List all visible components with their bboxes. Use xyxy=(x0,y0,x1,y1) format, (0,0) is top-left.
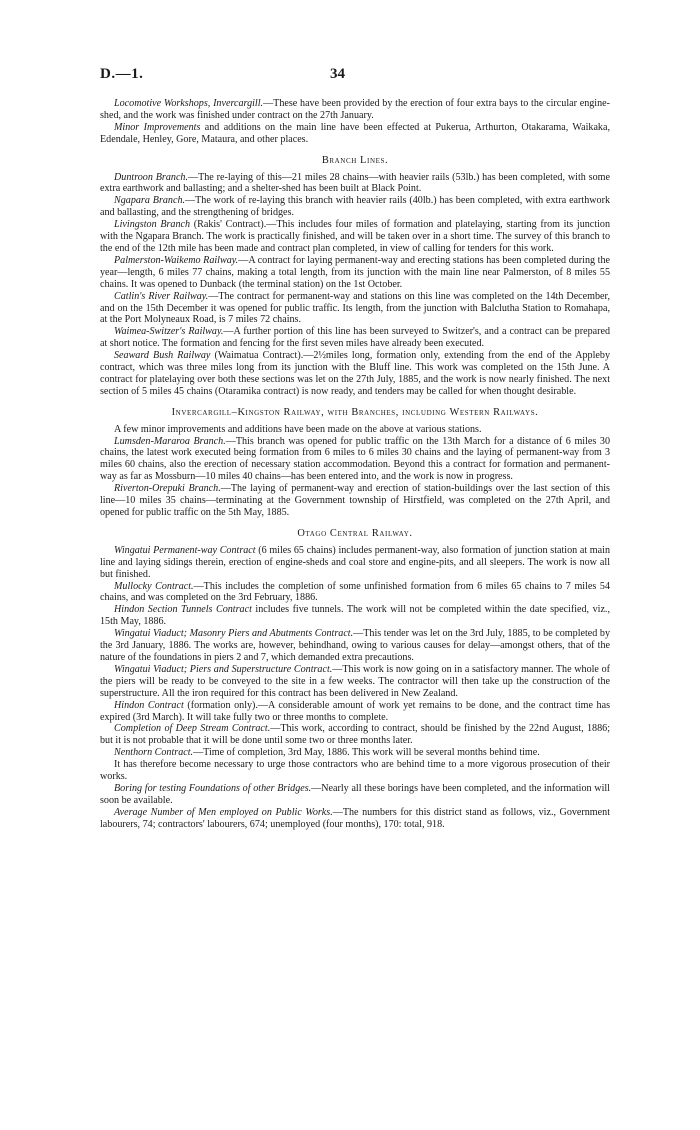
page-header xyxy=(100,66,610,88)
section-heading: Branch Lines. xyxy=(321,154,389,166)
paragraph-title: Minor Improvements xyxy=(114,121,201,133)
section-heading: Otago Central Railway. xyxy=(297,527,413,539)
paragraph xyxy=(100,255,610,291)
paragraph xyxy=(100,628,610,664)
paragraph xyxy=(100,424,610,436)
page-number: 34 xyxy=(330,66,345,82)
paragraph-text: —This branch was opened for public traffic on the 13th March for a distance of 6 miles 30 chains, the latest work executed being formation from 6 miles to 6 miles 30 chains and the laying of permanent-way from 3 miles 60 chains, also the erection of necessary station accommodation. Beyond this a contract for formation and permanent-way as far as Mossburn—10 miles 40 chains—has been entered into, and the work is now in progress. xyxy=(100,435,610,483)
intro-section xyxy=(100,98,610,146)
paragraph-text: —The work of re-laying this branch with heavier rails (40lb.) has been completed, with extra earthwork and ballasting, and the strengthening of bridges. xyxy=(100,195,610,219)
paragraph-title: Locomotive Workshops, Invercargill. xyxy=(114,98,264,109)
paragraph-text: includes five tunnels. The work will not be completed within the date specified, viz., 15th May, 1886. xyxy=(100,604,610,628)
paragraph-title: Hindon Contract xyxy=(114,699,184,711)
paragraph-text: —This work, according to contract, should be finished by the 22nd August, 1886; but it is not probable that it will be done until some two or three months later. xyxy=(100,723,610,747)
paragraph xyxy=(100,807,610,831)
paragraph xyxy=(100,700,610,724)
paragraph xyxy=(100,326,610,350)
paragraph xyxy=(100,291,610,327)
paragraph-title: Seaward Bush Railway xyxy=(114,350,211,362)
paragraph-title: Wingatui Viaduct; Masonry Piers and Abutments Contract. xyxy=(114,628,354,640)
paragraph-title: Completion of Deep Stream Contract. xyxy=(114,723,271,735)
paragraph-text: (formation only).—A considerable amount of work yet remains to be done, and the contract time has expired (3rd March). It will take fully two or three months to complete. xyxy=(100,699,610,723)
paragraph-title: Catlin's River Railway. xyxy=(114,290,209,302)
branch-lines-section xyxy=(100,155,610,398)
paragraph xyxy=(100,581,610,605)
paragraph xyxy=(100,483,610,519)
paragraph-title: Average Number of Men employed on Public Works. xyxy=(114,806,333,818)
paragraph-title: Palmerston-Waikemo Railway. xyxy=(114,254,239,266)
paragraph xyxy=(100,783,610,807)
paragraph-title: Waimea-Switzer's Railway. xyxy=(114,326,224,338)
paragraph-text: (Waimatua Contract).—2½miles long, formation only, extending from the end of the Appleby contract, which was three miles long from its junction with the Bluff line. This work was completed on the 15th June. A contract for platelaying over both these sections was let on the 27th July, 1885, and the work is now nearly finished. The next section of 5 miles 45 chains (Otaramika contract) is now ready, and tenders may be called for when thought desirable. xyxy=(100,350,610,397)
paragraph-text: A few minor improvements and additions have been made on the above at various stations. xyxy=(114,423,482,435)
document-reference: D.—1. xyxy=(100,66,144,82)
paragraph xyxy=(100,122,610,146)
paragraph-title: Boring for testing Foundations of other Bridges. xyxy=(114,782,312,794)
paragraph-text: (6 miles 65 chains) includes permanent-way, also formation of junction station at main line and laying sidings therein, erection of engine-sheds and coal store and engine-pits, and all sleepers. The work is now all but finished. xyxy=(100,544,610,580)
paragraph xyxy=(100,604,610,628)
paragraph-text: —Nearly all these borings have been completed, and the information will soon be available. xyxy=(100,782,610,806)
paragraph-title: Lumsden-Mararoa Branch. xyxy=(114,435,226,447)
paragraph xyxy=(100,172,610,196)
paragraph-title: Wingatui Viaduct; Piers and Superstructure Contract. xyxy=(114,663,333,675)
paragraph-text: and additions on the main line have been effected at Pukerua, Arthurton, Otakarama, Waikaka, Edendale, Henley, Gore, Mataura, and other places. xyxy=(100,121,610,145)
paragraph xyxy=(100,98,610,122)
paragraph xyxy=(100,545,610,581)
paragraph-title: Hindon Section Tunnels Contract xyxy=(114,604,252,616)
paragraph-text: —Time of completion, 3rd May, 1886. This work will be several months behind time. xyxy=(193,747,540,759)
paragraph xyxy=(100,723,610,747)
paragraph-title: Duntroon Branch. xyxy=(114,171,188,183)
paragraph-text: (Rakis' Contract).—This includes four miles of formation and platelaying, starting from its junction with the Ngapara Branch. The work is practically finished, and will be taken over in a short time. The survey of this branch to the end of the 12th mile has been made and contract plan completed, in view of calling for tenders for this work. xyxy=(100,219,610,254)
paragraph-text: —These have been provided by the erection of four extra bays to the circular engine-shed, and the work was finished under contract on the 27th January. xyxy=(100,98,610,121)
otago-central-section xyxy=(100,528,610,831)
paragraph xyxy=(100,664,610,700)
paragraph xyxy=(100,759,610,783)
paragraph-title: Nenthorn Contract. xyxy=(114,747,194,759)
paragraph xyxy=(100,195,610,219)
invercargill-kingston-section xyxy=(100,407,610,519)
paragraph xyxy=(100,350,610,398)
paragraph-title: Mullocky Contract. xyxy=(114,580,194,592)
document-body xyxy=(100,98,610,831)
paragraph-text: —This tender was let on the 3rd July, 1885, to be completed by the 3rd January, 1886. The works are, however, behindhand, owing to various causes for delay—amongst others, that of the nature of the foundations in piers 2 and 7, which demanded extra precautions. xyxy=(100,628,610,663)
paragraph-title: Wingatui Permanent-way Contract xyxy=(114,544,256,556)
paragraph-text: —A contract for laying permanent-way and erecting stations has been completed during the year—length, 6 miles 77 chains, making a total length, from its junction with the main line near Palmerston, of 8 miles 55 chains. It was opened to Dunback (the terminal station) on the 1st October. xyxy=(100,254,610,290)
paragraph-title: Livingston Branch xyxy=(114,219,191,231)
paragraph-text: —This includes the completion of some unfinished formation from 6 miles 65 chains to 7 miles 54 chains, and was completed on the 3rd February, 1886. xyxy=(100,580,610,604)
paragraph-text: —The re-laying of this—21 miles 28 chains—with heavier rails (53lb.) has been completed, with some extra earthwork and ballasting; and a shelter-shed has been built at Black Point. xyxy=(100,171,610,195)
paragraph-text: —The numbers for this district stand as follows, viz., Government labourers, 74; contractors' labourers, 674; unemployed (four months), 170: total, 918. xyxy=(100,806,610,830)
paragraph-text: —A further portion of this line has been surveyed to Switzer's, and a contract can be prepared at short notice. The formation and fencing for the first seven miles have already been executed. xyxy=(100,326,610,350)
paragraph-text: —This work is now going on in a satisfactory manner. The whole of the piers will be ready to be conveyed to the site in a few weeks. The contractor will then take up the construction of the superstructure. All the iron required for this contract has been delivered in New Zealand. xyxy=(100,663,610,699)
paragraph-title: Riverton-Orepuki Branch. xyxy=(114,483,221,495)
paragraph xyxy=(100,747,610,759)
paragraph-text: —The laying of permanent-way and erection of station-buildings over the last section of this line—10 miles 35 chains—terminating at the Government township of Hirstfield, was completed on the 27th April, and opened for public traffic on the 5th May, 1885. xyxy=(100,483,610,518)
paragraph xyxy=(100,436,610,484)
section-heading: Invercargill–Kingston Railway, with Branches, including Western Railways. xyxy=(171,406,539,418)
paragraph-text: —The contract for permanent-way and stations on this line was completed on the 14th December, and on the 15th December it was opened for public traffic. Its length, from the junction with Balclutha Station to Romahapa, at the Port Molyneaux Road, is 7 miles 72 chains. xyxy=(100,290,610,326)
paragraph-text: It has therefore become necessary to urge those contractors who are behind time to a more vigorous prosecution of their works. xyxy=(100,759,610,783)
paragraph xyxy=(100,219,610,255)
paragraph-title: Ngapara Branch. xyxy=(114,195,186,207)
